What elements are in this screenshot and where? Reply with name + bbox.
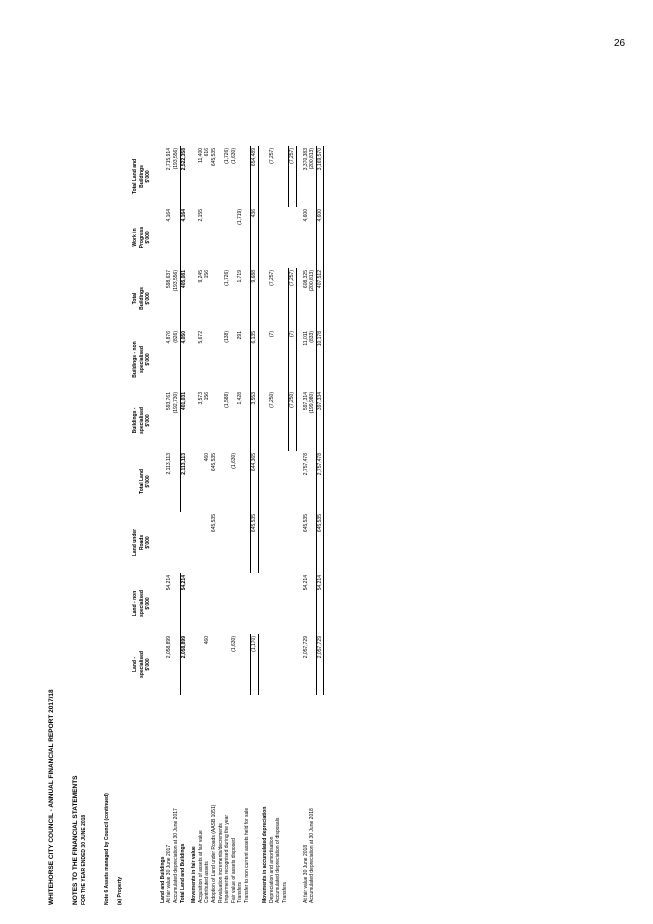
table-row — [166, 146, 173, 905]
table-row — [316, 146, 324, 905]
row-value: 645,535 — [316, 512, 324, 573]
row-value — [275, 634, 282, 695]
row-value: 597,314 — [302, 392, 309, 411]
row-value — [156, 390, 167, 451]
row-value — [187, 207, 198, 268]
row-value — [244, 390, 251, 451]
row-value: (199,980) — [309, 392, 316, 414]
row-value — [282, 634, 289, 695]
row-value — [187, 634, 198, 695]
row-value — [218, 329, 225, 390]
row-value: 9,688 — [251, 268, 259, 329]
row-value — [187, 268, 198, 329]
row-value: 2,522,358 — [180, 146, 187, 207]
row-value — [237, 573, 244, 634]
row-value — [269, 573, 276, 634]
row-value — [288, 634, 296, 695]
row-value — [275, 390, 282, 451]
row-value: 6,135 — [251, 329, 259, 390]
column-header: Work in Progress $'000 — [132, 226, 152, 249]
row-value — [258, 573, 269, 634]
row-value: (1,726) — [224, 270, 231, 286]
row-value: (7,257) — [268, 270, 275, 286]
row-value: 616 — [204, 148, 211, 157]
row-value — [218, 634, 225, 695]
row-value — [282, 512, 289, 573]
row-value: 598,637 — [166, 270, 173, 289]
row-value: 593,761 — [166, 392, 173, 411]
row-value — [198, 512, 205, 573]
row-value — [218, 207, 225, 268]
notes-title: NOTES TO THE FINANCIAL STATEMENTS — [72, 775, 79, 905]
row-value — [187, 329, 198, 390]
section-subtitle: (a) Property — [117, 876, 123, 905]
row-value — [258, 146, 269, 207]
report-title: WHITEHORSE CITY COUNCIL - ANNUAL FINANCIAL REPORT 2017/18 — [48, 689, 55, 905]
row-value: 4,164 — [180, 207, 187, 268]
row-value: 2,155 — [197, 209, 204, 222]
row-value: (7,257) — [268, 148, 275, 164]
row-value — [275, 451, 282, 512]
table-header-row — [132, 146, 156, 905]
row-value — [237, 634, 244, 695]
table-row — [204, 146, 211, 905]
row-value — [211, 329, 218, 390]
rotated-page-content — [40, 25, 650, 905]
row-value — [237, 146, 244, 207]
row-value — [275, 268, 282, 329]
row-value — [282, 390, 289, 451]
row-value: 645,535 — [210, 514, 217, 533]
column-header: Total Buildings $'000 — [132, 287, 152, 310]
row-value: (7) — [288, 329, 296, 390]
row-value — [282, 268, 289, 329]
row-value — [224, 573, 231, 634]
row-value — [224, 512, 231, 573]
row-value — [244, 329, 251, 390]
row-value — [173, 634, 180, 695]
row-value — [187, 390, 198, 451]
row-label: At fair value 30 June 2017 — [166, 844, 173, 903]
row-value: 4,050 — [180, 329, 187, 390]
table-row — [303, 146, 310, 905]
row-value — [156, 573, 167, 634]
row-value: 644,365 — [251, 451, 259, 512]
row-value: 9,245 — [197, 270, 204, 283]
period-title: FOR THE YEAR ENDED 30 JUNE 2018 — [81, 814, 87, 905]
row-value — [211, 573, 218, 634]
column-header: Total Land and Buildings $'000 — [132, 158, 152, 195]
row-value: 5,672 — [197, 331, 204, 344]
row-value — [244, 512, 251, 573]
row-value: 4,600 — [316, 207, 324, 268]
row-value — [309, 207, 316, 268]
row-value — [173, 207, 180, 268]
row-value: (1,630) — [230, 148, 237, 164]
row-value: 4,876 — [166, 331, 173, 344]
row-label: Transfer to non current assets held for sale — [243, 807, 250, 903]
row-value — [275, 207, 282, 268]
row-value: 645,535 — [302, 514, 309, 533]
row-label: Accumulated depreciation of disposals — [275, 817, 282, 903]
row-value — [244, 634, 251, 695]
row-label — [316, 695, 324, 905]
row-value — [231, 329, 238, 390]
row-value — [187, 146, 198, 207]
row-value — [237, 451, 244, 512]
row-value — [275, 512, 282, 573]
row-value — [166, 512, 173, 573]
row-value — [204, 207, 211, 268]
table-row — [309, 146, 316, 905]
row-value — [244, 146, 251, 207]
row-value — [231, 207, 238, 268]
row-value — [237, 512, 244, 573]
row-value — [258, 451, 269, 512]
row-label: Revaluation increments/decrements — [217, 823, 224, 903]
row-value — [244, 268, 251, 329]
row-value: 645,535 — [251, 512, 259, 573]
row-value: (1,630) — [230, 636, 237, 652]
row-value: (833) — [309, 331, 316, 343]
row-value: 2,057,729 — [302, 636, 309, 659]
row-label: Depreciation and amortisation — [268, 836, 275, 903]
row-value: 2,113,113 — [166, 453, 173, 475]
row-label: Acquisition of assets at fair value — [197, 830, 204, 903]
row-value — [173, 512, 180, 573]
row-value — [288, 207, 296, 268]
row-value: 2,058,899 — [166, 636, 173, 659]
row-label: Adoption of Land under Roads (AASB 1051) — [210, 804, 217, 903]
row-value — [282, 207, 289, 268]
table-row — [251, 146, 259, 905]
row-value — [218, 268, 225, 329]
column-header: Land - non specialised $'000 — [132, 590, 152, 617]
row-label: Transfers — [281, 882, 288, 903]
row-value: 156 — [204, 270, 211, 279]
row-value — [156, 207, 167, 268]
row-value — [156, 634, 167, 695]
table-row — [269, 146, 276, 905]
row-value: (7,250) — [268, 392, 275, 408]
column-header: Total Land $'000 — [138, 469, 152, 494]
row-label: Contributed assets — [204, 861, 211, 903]
row-value — [211, 634, 218, 695]
note-title: Note 6 Assets managed by Council (continued) — [104, 793, 110, 905]
row-value: (7,257) — [288, 268, 296, 329]
table-row — [180, 146, 187, 905]
row-value — [275, 573, 282, 634]
row-value: 654,489 — [251, 146, 259, 207]
row-value — [258, 512, 269, 573]
row-value — [244, 451, 251, 512]
row-value — [187, 512, 198, 573]
row-value — [218, 451, 225, 512]
row-value — [231, 573, 238, 634]
row-value: (1,630) — [230, 453, 237, 469]
row-label: Fair value of assets disposed — [230, 838, 237, 903]
row-value: (200,813) — [309, 148, 316, 170]
table-row — [224, 146, 231, 905]
column-header: Buildings - non specialised $'000 — [132, 341, 152, 378]
table-row — [244, 146, 251, 905]
row-value — [204, 573, 211, 634]
row-value: 405,081 — [180, 268, 187, 329]
row-value — [224, 207, 231, 268]
row-value — [269, 512, 276, 573]
row-value: (1,726) — [224, 148, 231, 164]
row-value: 54,214 — [166, 575, 173, 591]
row-value: 397,334 — [316, 390, 324, 451]
row-value — [224, 451, 231, 512]
row-value — [258, 268, 269, 329]
row-value — [231, 390, 238, 451]
row-value — [258, 207, 269, 268]
row-value: 401,031 — [180, 390, 187, 451]
row-value — [309, 451, 316, 512]
row-value — [211, 207, 218, 268]
row-value: 54,214 — [302, 575, 309, 591]
row-value: 3,370,383 — [302, 148, 309, 171]
row-value — [198, 573, 205, 634]
row-value — [288, 451, 296, 512]
row-value — [282, 573, 289, 634]
row-value — [309, 634, 316, 695]
row-value — [288, 512, 296, 573]
row-value — [211, 268, 218, 329]
row-value: (7,250) — [288, 390, 296, 451]
row-value — [173, 451, 180, 512]
row-value — [244, 573, 251, 634]
row-value — [198, 451, 205, 512]
row-value: (200,813) — [309, 270, 316, 292]
row-value: (1,588) — [224, 392, 231, 408]
row-value: 460 — [204, 453, 211, 462]
row-value — [269, 207, 276, 268]
row-value — [231, 268, 238, 329]
table-row — [258, 146, 269, 905]
row-value: 2,113,113 — [180, 451, 187, 512]
row-label — [288, 695, 296, 905]
row-value — [282, 451, 289, 512]
row-value: (7) — [268, 331, 275, 338]
row-value: 2,757,478 — [316, 451, 324, 512]
row-value: (826) — [172, 331, 179, 343]
column-header: Land - specialised $'000 — [132, 651, 152, 678]
row-value: 4,600 — [302, 209, 309, 222]
table-row — [288, 146, 296, 905]
row-value — [258, 634, 269, 695]
row-value — [282, 146, 289, 207]
row-label: Land and Buildings — [159, 856, 166, 903]
table-row — [156, 146, 167, 905]
row-value — [156, 146, 167, 207]
row-value: 54,214 — [180, 573, 187, 634]
row-value — [156, 268, 167, 329]
row-value: 1,428 — [237, 392, 244, 405]
row-value: (1,719) — [237, 209, 244, 225]
table-row — [231, 146, 238, 905]
row-value — [204, 329, 211, 390]
table-row — [187, 146, 198, 905]
row-value — [218, 573, 225, 634]
table-row — [198, 146, 205, 905]
row-value — [309, 573, 316, 634]
row-value — [309, 512, 316, 573]
row-label: Total Land and Buildings — [180, 843, 187, 903]
table-row — [218, 146, 225, 905]
row-value: (7,257) — [288, 146, 296, 207]
row-value — [173, 573, 180, 634]
row-value — [156, 451, 167, 512]
column-header: Land under Roads $'000 — [132, 528, 152, 557]
row-value — [156, 329, 167, 390]
row-value: 608,325 — [302, 270, 309, 289]
row-value — [269, 634, 276, 695]
label-header — [132, 695, 156, 905]
column-header: Buildings - specialised $'000 — [132, 407, 152, 434]
row-value — [231, 512, 238, 573]
row-value: 156 — [204, 392, 211, 401]
row-label: Transfers — [237, 882, 244, 903]
row-value: 436 — [251, 207, 259, 268]
row-value: (193,556) — [172, 270, 179, 292]
row-value: 3,573 — [197, 392, 204, 405]
row-value: 645,535 — [210, 148, 217, 167]
row-value: (1,170) — [251, 634, 259, 695]
row-value: 3,553 — [251, 390, 259, 451]
row-value — [187, 451, 198, 512]
table-row — [173, 146, 180, 905]
row-label — [251, 695, 259, 905]
row-label: Movements in fair value — [191, 846, 198, 903]
row-value — [218, 390, 225, 451]
row-value: 460 — [204, 636, 211, 645]
row-label: At fair value 30 June 2018 — [302, 844, 309, 903]
table-row — [275, 146, 282, 905]
row-label: Accumulated depreciation at 30 June 2018 — [309, 808, 316, 903]
row-value — [269, 451, 276, 512]
row-value: 291 — [237, 331, 244, 340]
row-value — [282, 329, 289, 390]
row-value: (193,556) — [172, 148, 179, 170]
row-value: (138) — [224, 331, 231, 343]
row-label: Movements in accumulated depreciation — [262, 806, 269, 903]
row-value — [211, 390, 218, 451]
row-value — [224, 634, 231, 695]
row-value: 2,058,899 — [180, 634, 187, 695]
row-value: 10,178 — [316, 329, 324, 390]
row-value: 407,512 — [316, 268, 324, 329]
row-value: 645,535 — [210, 453, 217, 472]
table-row — [237, 146, 244, 905]
table-row — [282, 146, 289, 905]
row-value: 2,715,914 — [166, 148, 173, 171]
row-value — [156, 512, 167, 573]
row-value: 3,169,570 — [316, 146, 324, 207]
row-label: Impairments recognised during the year — [224, 814, 231, 903]
row-value: 2,057,729 — [316, 634, 324, 695]
property-table — [132, 146, 324, 905]
page-number: 26 — [614, 38, 626, 49]
row-value: 11,011 — [302, 331, 309, 346]
row-value — [275, 146, 282, 207]
row-value: 11,400 — [197, 148, 204, 163]
row-value: 2,757,478 — [302, 453, 309, 476]
row-value — [218, 146, 225, 207]
row-value — [198, 634, 205, 695]
row-value: 1,719 — [237, 270, 244, 283]
row-value — [204, 512, 211, 573]
row-value — [251, 573, 259, 634]
table-row — [211, 146, 218, 905]
row-value — [187, 573, 198, 634]
row-value — [244, 207, 251, 268]
row-value — [288, 573, 296, 634]
row-value: (192,730) — [172, 392, 179, 414]
row-value — [218, 512, 225, 573]
row-value — [258, 329, 269, 390]
row-value — [275, 329, 282, 390]
row-label: Accumulated depreciation at 30 June 2017 — [173, 808, 180, 903]
row-value — [180, 512, 187, 573]
row-value: 4,164 — [166, 209, 173, 222]
row-value — [258, 390, 269, 451]
row-value: 54,214 — [316, 573, 324, 634]
